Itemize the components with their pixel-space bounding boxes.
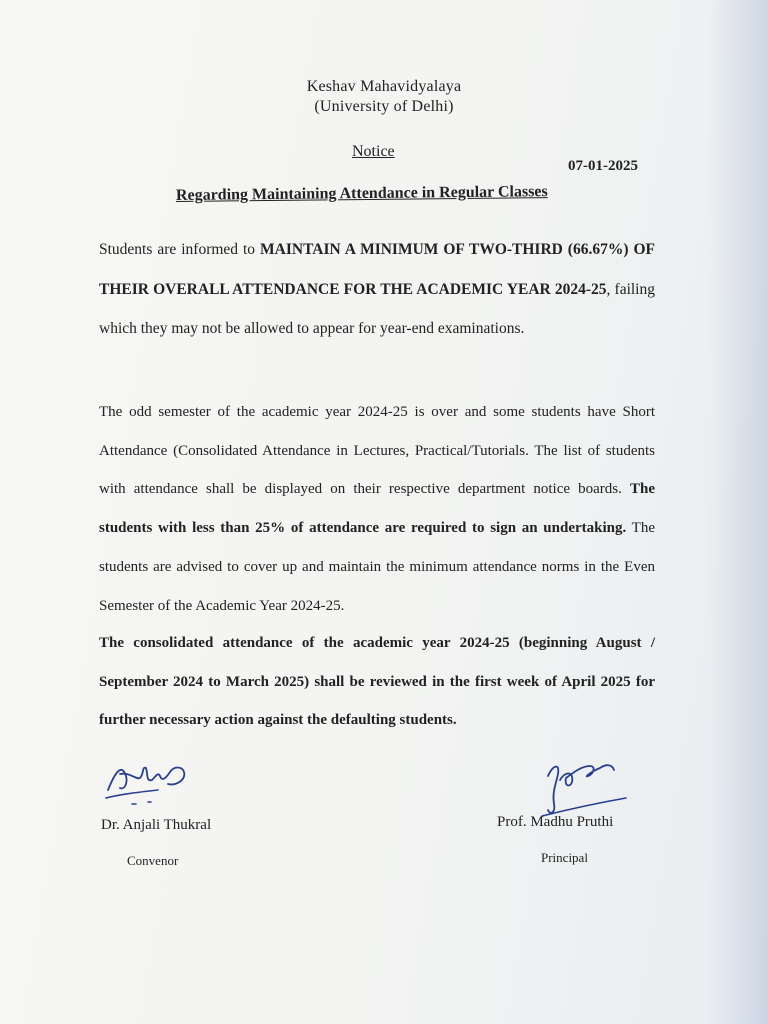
university-name: (University of Delhi) bbox=[314, 98, 454, 115]
notice-date: 07-01-2025 bbox=[568, 158, 638, 174]
paragraph-attendance-requirement bbox=[99, 230, 655, 349]
principal-name: Prof. Madhu Pruthi bbox=[497, 814, 614, 830]
para1-bold: MAINTAIN A MINIMUM OF TWO-THIRD (66.67%) OF THEIR OVERALL ATTENDANCE FOR THE ACADEMIC YEAR 2024-25 bbox=[99, 241, 655, 298]
para1-text-b: , failing which they may not be allowed to appear for year-end examinations. bbox=[99, 280, 655, 337]
convenor-name: Dr. Anjali Thukral bbox=[101, 817, 212, 833]
para2-text-a: The odd semester of the academic year 2024-25 is over and some students have Short Attendance (Consolidated Attendance in Lectures, Practical/Tutorials. The list of students with attendance shall be displayed on their respective department notice boards. bbox=[99, 404, 655, 498]
notice-heading: Notice bbox=[352, 143, 395, 160]
notice-subject: Regarding Maintaining Attendance in Regular Classes bbox=[175, 183, 548, 204]
principal-role: Principal bbox=[541, 850, 588, 865]
paragraph-review: The consolidated attendance of the academic year 2024-25 (beginning August / September 2024 to March 2025) shall be reviewed in the first week of April 2025 for further necessary action against the defaulting students. bbox=[99, 635, 655, 728]
para2-text-b: The students are advised to cover up and maintain the minimum attendance norms in the Even Semester of the Academic Year 2024-25. bbox=[99, 520, 655, 614]
paragraph-short-attendance bbox=[99, 393, 655, 625]
institution-name: Keshav Mahavidyalaya bbox=[306, 78, 462, 95]
convenor-role: Convenor bbox=[127, 853, 179, 868]
para1-text-a: Students are informed to bbox=[99, 241, 261, 258]
para2-bold: The students with less than 25% of attendance are required to sign an undertaking. bbox=[99, 481, 655, 537]
convenor-signature bbox=[102, 760, 192, 808]
